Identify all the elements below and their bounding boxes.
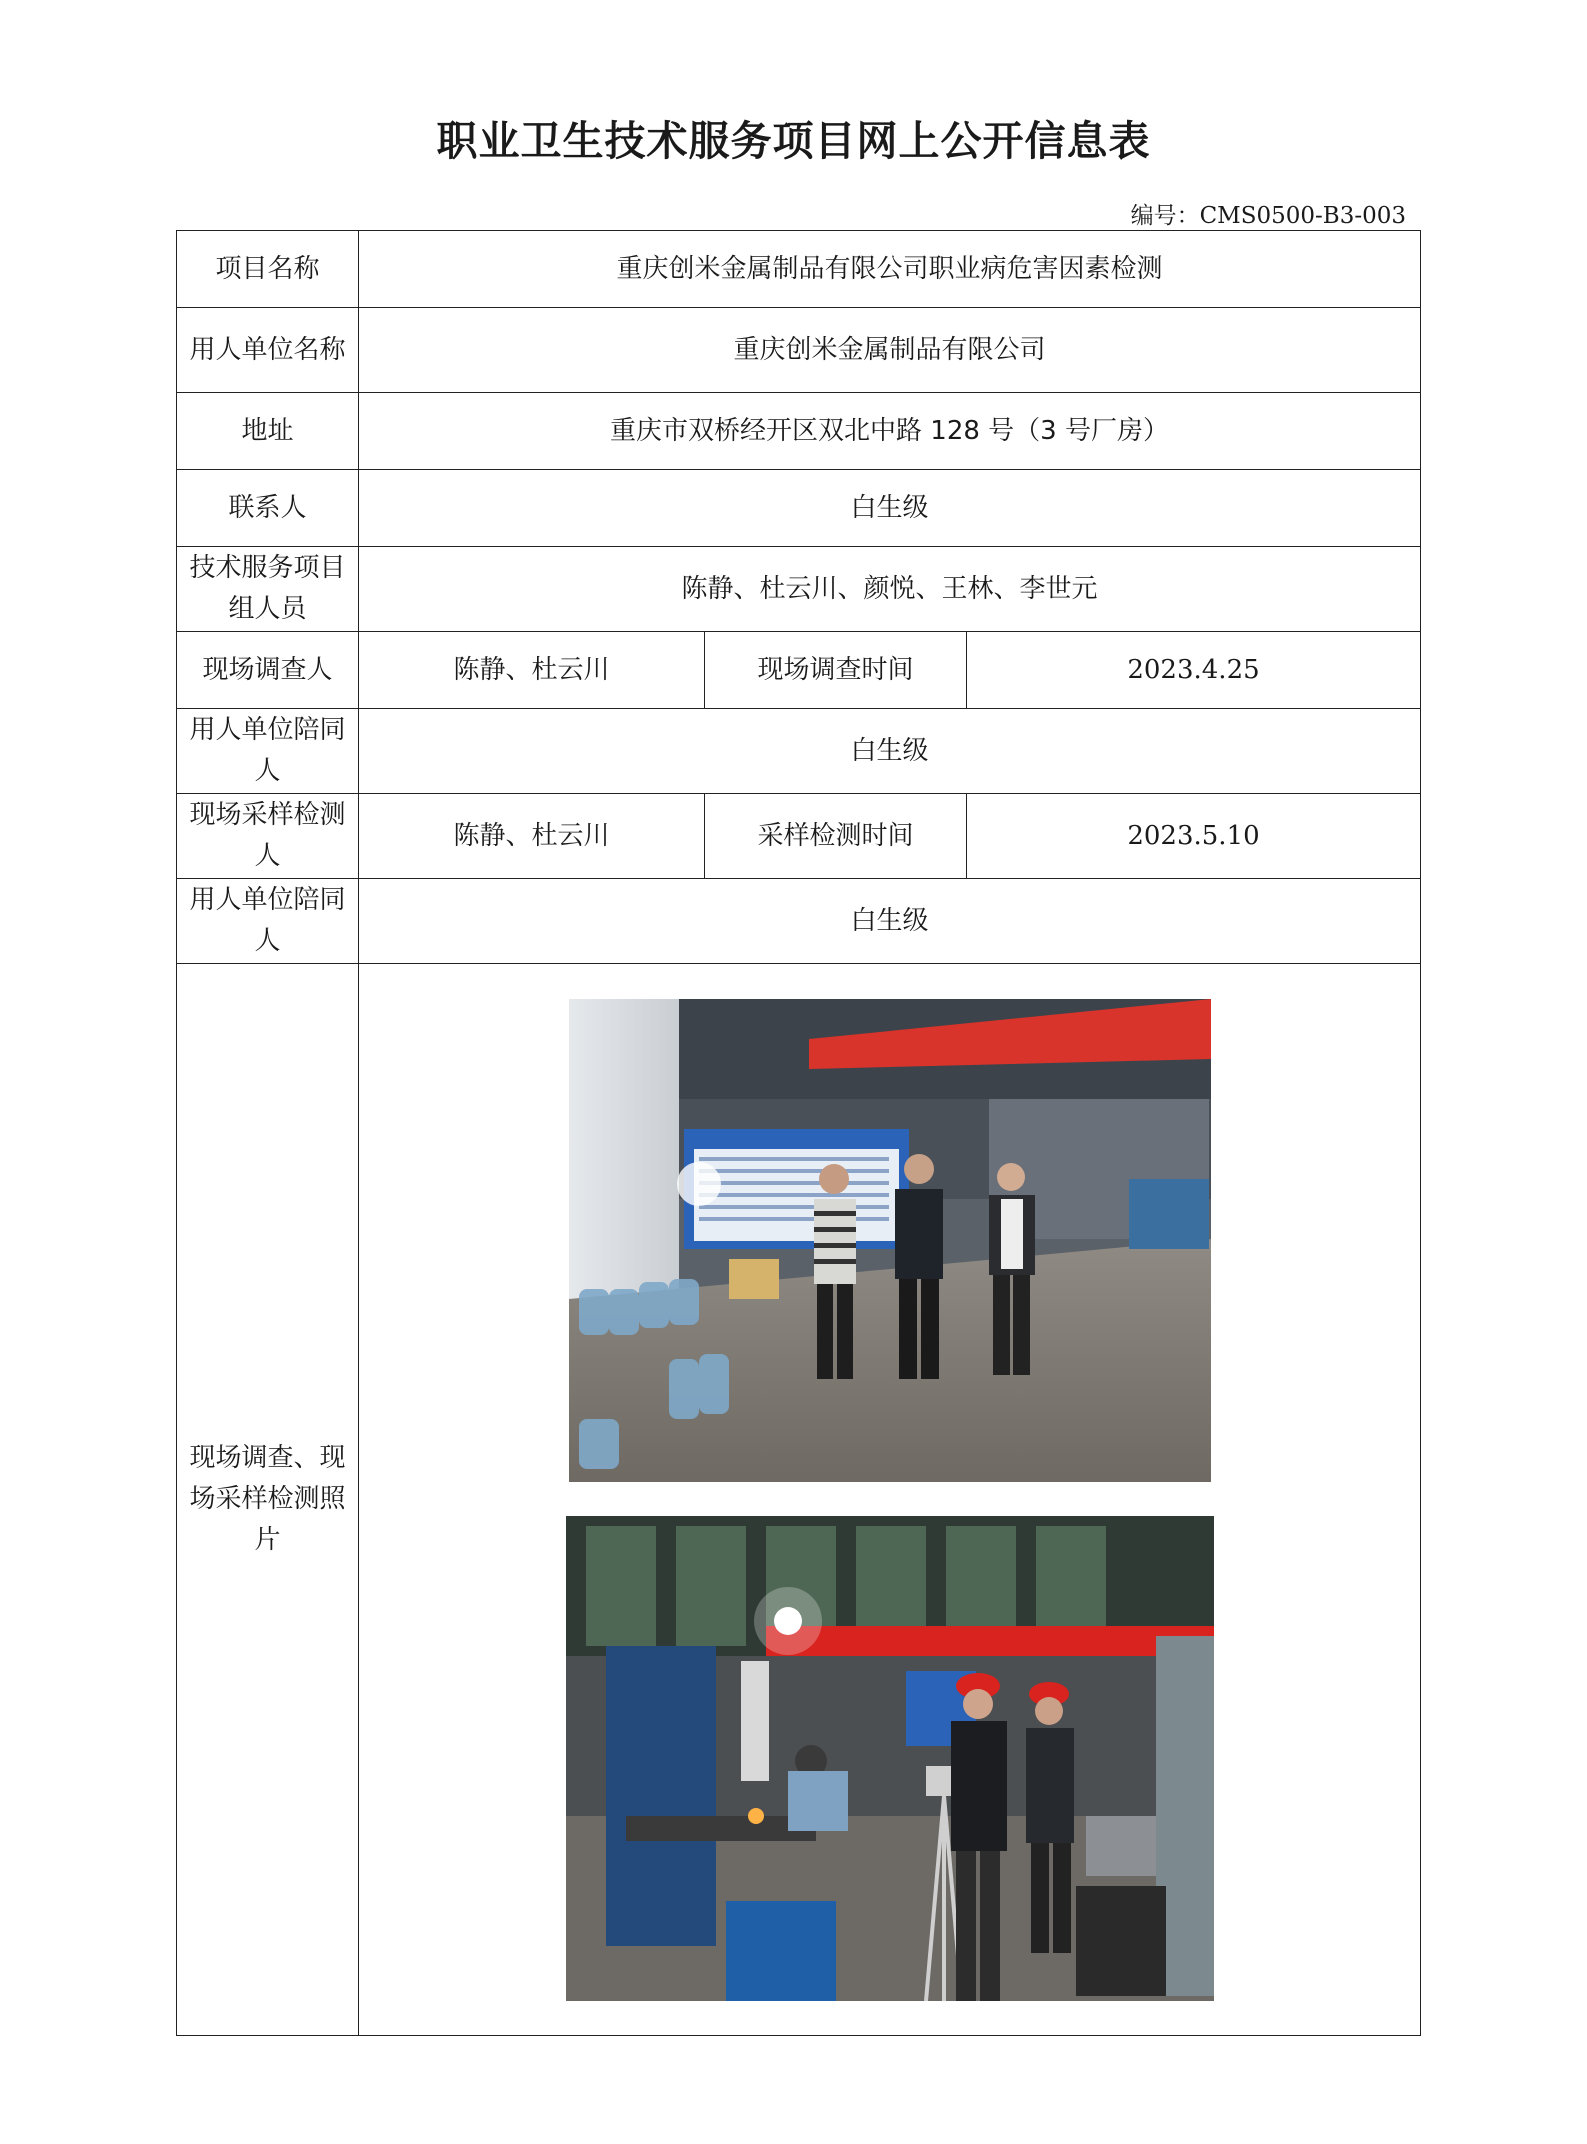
project-name-value: 重庆创米金属制品有限公司职业病危害因素检测 xyxy=(359,231,1421,308)
survey-time-label: 现场调查时间 xyxy=(705,632,967,709)
survey-escort-label: 用人单位陪同人 xyxy=(177,709,359,794)
project-name-label: 项目名称 xyxy=(177,231,359,308)
document-number: 编号：CMS0500-B3-003 xyxy=(1130,203,1406,229)
info-table xyxy=(176,230,1421,2036)
team-value: 陈静、杜云川、颜悦、王林、李世元 xyxy=(359,547,1421,632)
row-survey-escort xyxy=(177,709,1421,794)
sampling-time-value: 2023.5.10 xyxy=(967,794,1421,879)
row-project-name xyxy=(177,231,1421,308)
page-title: 职业卫生技术服务项目网上公开信息表 xyxy=(436,117,1151,165)
photos-cell xyxy=(359,964,1421,2036)
row-sampling xyxy=(177,794,1421,879)
row-photos xyxy=(177,964,1421,2036)
sampling-escort-value: 白生级 xyxy=(359,879,1421,964)
survey-photo xyxy=(569,999,1211,1482)
survey-escort-value: 白生级 xyxy=(359,709,1421,794)
employer-name-label: 用人单位名称 xyxy=(177,308,359,393)
employer-name-value: 重庆创米金属制品有限公司 xyxy=(359,308,1421,393)
row-survey xyxy=(177,632,1421,709)
row-address xyxy=(177,393,1421,470)
row-contact xyxy=(177,470,1421,547)
survey-value: 陈静、杜云川 xyxy=(359,632,705,709)
team-label: 技术服务项目组人员 xyxy=(177,547,359,632)
sampling-value: 陈静、杜云川 xyxy=(359,794,705,879)
address-label: 地址 xyxy=(177,393,359,470)
row-team xyxy=(177,547,1421,632)
address-value: 重庆市双桥经开区双北中路 128 号（3 号厂房） xyxy=(359,393,1421,470)
row-employer-name xyxy=(177,308,1421,393)
sampling-label: 现场采样检测人 xyxy=(177,794,359,879)
survey-label: 现场调查人 xyxy=(177,632,359,709)
contact-label: 联系人 xyxy=(177,470,359,547)
photos-label: 现场调查、现场采样检测照片 xyxy=(177,964,359,2036)
sampling-escort-label: 用人单位陪同人 xyxy=(177,879,359,964)
row-sampling-escort xyxy=(177,879,1421,964)
sampling-time-label: 采样检测时间 xyxy=(705,794,967,879)
survey-time-value: 2023.4.25 xyxy=(967,632,1421,709)
sampling-photo xyxy=(566,1516,1214,2001)
contact-value: 白生级 xyxy=(359,470,1421,547)
